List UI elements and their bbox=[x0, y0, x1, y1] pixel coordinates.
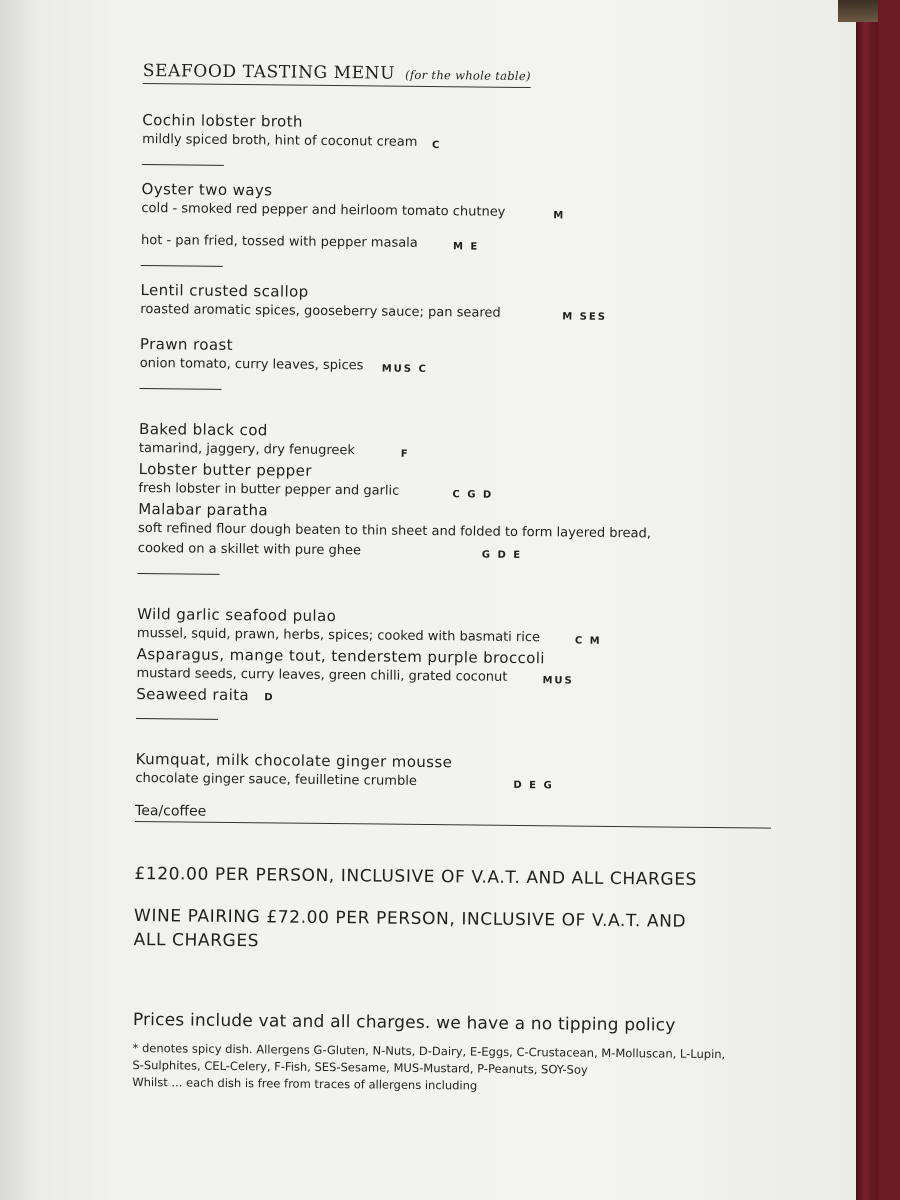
dish bbox=[138, 459, 798, 506]
title-main: SEAFOOD TASTING MENU bbox=[142, 60, 396, 84]
description-text: mustard seeds, curry leaves, green chilli, grated coconut bbox=[136, 665, 508, 685]
menu-title bbox=[143, 61, 531, 88]
dish-name: Malabar paratha bbox=[138, 499, 269, 520]
price-per-person: £120.00 PER PERSON, INCLUSIVE OF V.A.T. AND ALL CHARGES bbox=[134, 863, 698, 890]
allergen-codes: MUS C bbox=[381, 363, 428, 375]
dish bbox=[141, 179, 802, 258]
allergen-legend-line-1: * denotes spicy dish. Allergens G-Gluten, N-Nuts, D-Dairy, E-Eggs, C-Crustacean, M-Molluscan, L-Lupin, bbox=[132, 1040, 726, 1062]
tea-coffee-label: Tea/coffee bbox=[134, 802, 207, 820]
dish bbox=[142, 110, 802, 157]
course-divider bbox=[136, 718, 218, 720]
course bbox=[138, 419, 799, 566]
dish-name: Lobster butter pepper bbox=[138, 459, 312, 480]
course-divider bbox=[141, 265, 223, 267]
description-text: chocolate ginger sauce, feuilletine crumble bbox=[135, 770, 417, 789]
allergen-legend-line-2: S-Sulphites, CEL-Celery, F-Fish, SES-Sesame, MUS-Mustard, P-Peanuts, SOY-Soy bbox=[132, 1057, 588, 1077]
allergen-codes: C M bbox=[574, 635, 602, 647]
wine-pairing-price: WINE PAIRING £72.00 PER PERSON, INCLUSIVE OF V.A.T. AND ALL CHARGES bbox=[133, 905, 687, 952]
allergen-legend bbox=[132, 1040, 792, 1098]
course bbox=[141, 179, 802, 258]
allergen-codes: D E G bbox=[513, 779, 554, 792]
description-text: cooked on a skillet with pure ghee bbox=[137, 540, 362, 559]
allergen-codes: F bbox=[400, 448, 410, 460]
course bbox=[136, 604, 797, 711]
dish bbox=[137, 604, 797, 651]
description-text: fresh lobster in butter pepper and garlic bbox=[138, 480, 400, 499]
description-text: soft refined flour dough beaten to thin sheet and folded to form layered bread, bbox=[137, 520, 651, 542]
tea-coffee bbox=[135, 803, 771, 829]
menu-content bbox=[132, 55, 803, 1098]
courses bbox=[135, 110, 802, 796]
description-text: onion tomato, curry leaves, spices bbox=[139, 355, 364, 374]
dish-name: Baked black cod bbox=[138, 419, 268, 440]
dish-name: Oyster two ways bbox=[141, 179, 273, 200]
dish-name: Wild garlic seafood pulao bbox=[137, 604, 337, 626]
description-text: hot - pan fried, tossed with pepper masala bbox=[140, 232, 418, 251]
dish-name: Seaweed raita D bbox=[136, 684, 796, 711]
binder-edge bbox=[856, 0, 878, 1200]
dish bbox=[139, 419, 799, 466]
dish-description bbox=[141, 231, 801, 258]
binder-corner bbox=[838, 0, 878, 22]
allergen-codes: M SES bbox=[562, 311, 608, 323]
description-text: roasted aromatic spices, gooseberry sauce; pan seared bbox=[140, 301, 501, 321]
dish-name: Cochin lobster broth bbox=[142, 110, 303, 131]
allergen-codes: G D E bbox=[481, 549, 523, 561]
description-text: mildly spiced broth, hint of coconut cream bbox=[142, 131, 418, 150]
allergen-codes: MUS bbox=[542, 675, 574, 687]
dish bbox=[140, 280, 800, 327]
allergen-codes: M E bbox=[452, 241, 480, 253]
allergen-codes: D bbox=[264, 692, 275, 704]
description-text: cold - smoked red pepper and heirloom tomato chutney bbox=[141, 200, 506, 220]
dish bbox=[138, 499, 799, 566]
dish bbox=[136, 644, 796, 691]
course bbox=[142, 110, 802, 157]
allergen-codes: C bbox=[432, 140, 442, 152]
dish bbox=[135, 749, 795, 796]
course bbox=[140, 280, 801, 381]
allergen-codes: C G D bbox=[452, 489, 494, 501]
description-text: mussel, squid, prawn, herbs, spices; cooked with basmati rice bbox=[136, 625, 541, 646]
course-divider bbox=[138, 573, 220, 575]
dish bbox=[140, 334, 800, 381]
course bbox=[135, 749, 795, 796]
course-divider bbox=[142, 164, 224, 166]
course-divider bbox=[140, 388, 222, 390]
title-subtitle: (for the whole table) bbox=[405, 67, 531, 84]
dish-name: Lentil crusted scallop bbox=[140, 280, 309, 301]
dish-name: Asparagus, mange tout, tenderstem purple broccoli bbox=[136, 644, 546, 668]
allergen-codes: M bbox=[553, 210, 566, 222]
dish-name: Kumquat, milk chocolate ginger mousse bbox=[135, 749, 453, 772]
tipping-policy: Prices include vat and all charges. we have a no tipping policy bbox=[132, 1009, 676, 1036]
description-text: tamarind, jaggery, dry fenugreek bbox=[138, 440, 356, 459]
dish-name: Prawn roast bbox=[139, 334, 234, 354]
allergen-legend-line-3: Whilst ... each dish is free from traces of allergens including bbox=[132, 1074, 478, 1093]
